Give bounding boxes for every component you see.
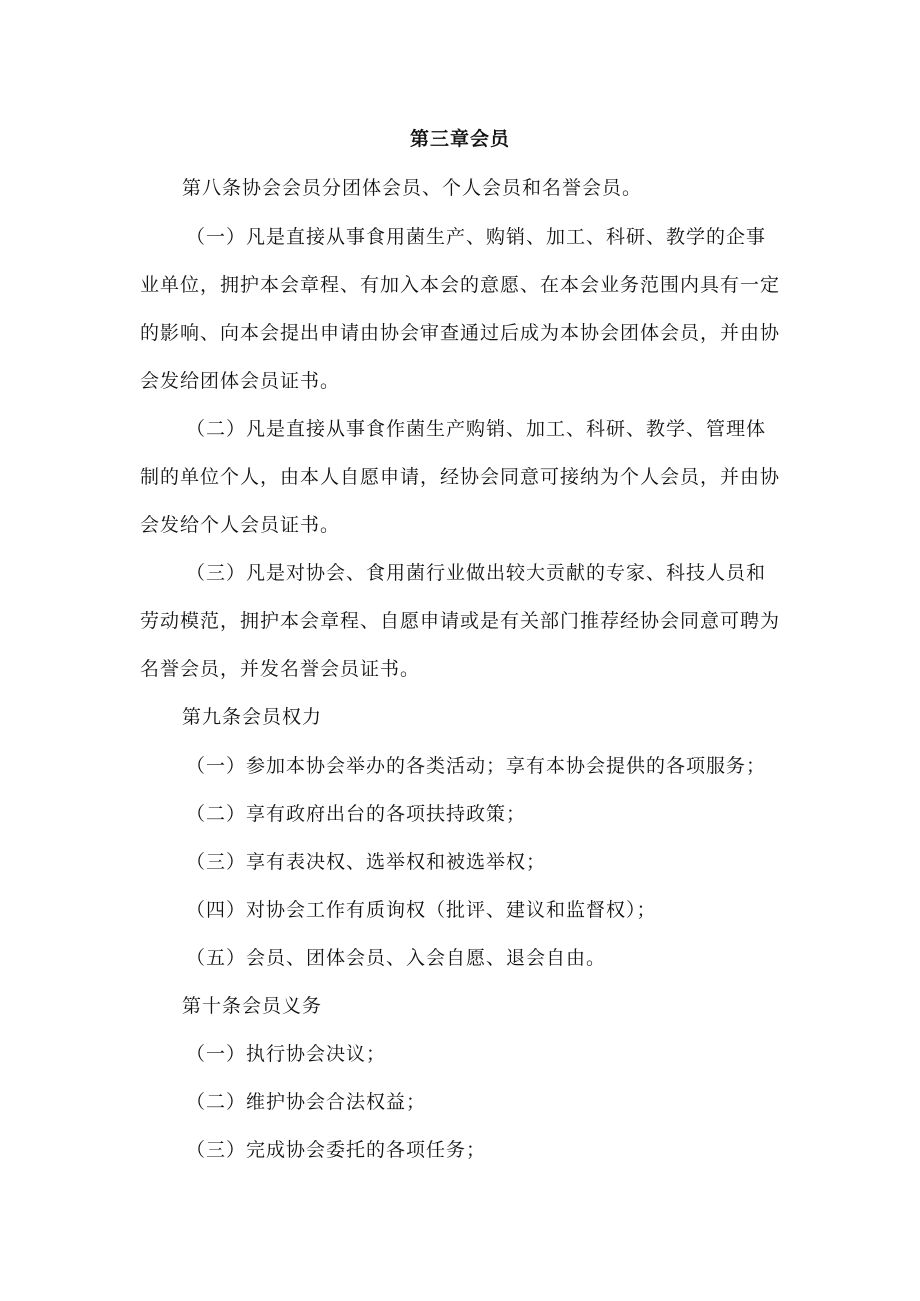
article-9-item-4: （四）对协会工作有质询权（批评、建议和监督权）； [186, 899, 657, 921]
article-8-item-3-line-2: 劳动模范，拥护本会章程、自愿申请或是有关部门推荐经协会同意可聘为 [140, 610, 781, 632]
article-8-item-1-line-2: 业单位，拥护本会章程、有加入本会的意愿、在本会业务范围内具有一定 [140, 274, 781, 296]
article-8-item-2-line-2: 制的单位个人，由本人自愿申请，经协会同意可接纳为个人会员，并由协 [140, 466, 781, 488]
article-8-item-3-line-1: （三）凡是对协会、食用菌行业做出较大贡献的专家、科技人员和 [186, 562, 767, 584]
article-9-item-1: （一）参加本协会举办的各类活动；享有本协会提供的各项服务； [186, 755, 767, 777]
article-10-item-3: （三）完成协会委托的各项任务； [186, 1139, 487, 1161]
article-9-item-3: （三）享有表决权、选举权和被选举权； [186, 851, 547, 873]
article-8-item-1-line-3: 的影响、向本会提出申请由协会审查通过后成为本协会团体会员，并由协 [140, 322, 781, 344]
article-10-heading: 第十条会员义务 [182, 995, 323, 1017]
article-8-item-2-line-1: （二）凡是直接从事食作菌生产购销、加工、科研、教学、管理体 [186, 418, 767, 440]
article-8-item-1-line-1: （一）凡是直接从事食用菌生产、购销、加工、科研、教学的企事 [186, 226, 767, 248]
article-8-heading: 第八条协会会员分团体会员、个人会员和名誉会员。 [182, 177, 643, 199]
article-9-heading: 第九条会员权力 [182, 706, 323, 728]
article-8-item-1-line-4: 会发给团体会员证书。 [140, 370, 341, 392]
article-10-item-1: （一）执行协会决议； [186, 1043, 387, 1065]
article-9-item-2: （二）享有政府出台的各项扶持政策； [186, 803, 527, 825]
chapter-title: 第三章会员 [409, 128, 510, 150]
article-8-item-3-line-3: 名誉会员，并发名誉会员证书。 [140, 658, 421, 680]
article-9-item-5: （五）会员、团体会员、入会自愿、退会自由。 [186, 947, 607, 969]
article-10-item-2: （二）维护协会合法权益； [186, 1091, 427, 1113]
article-8-item-2-line-3: 会发给个人会员证书。 [140, 514, 341, 536]
